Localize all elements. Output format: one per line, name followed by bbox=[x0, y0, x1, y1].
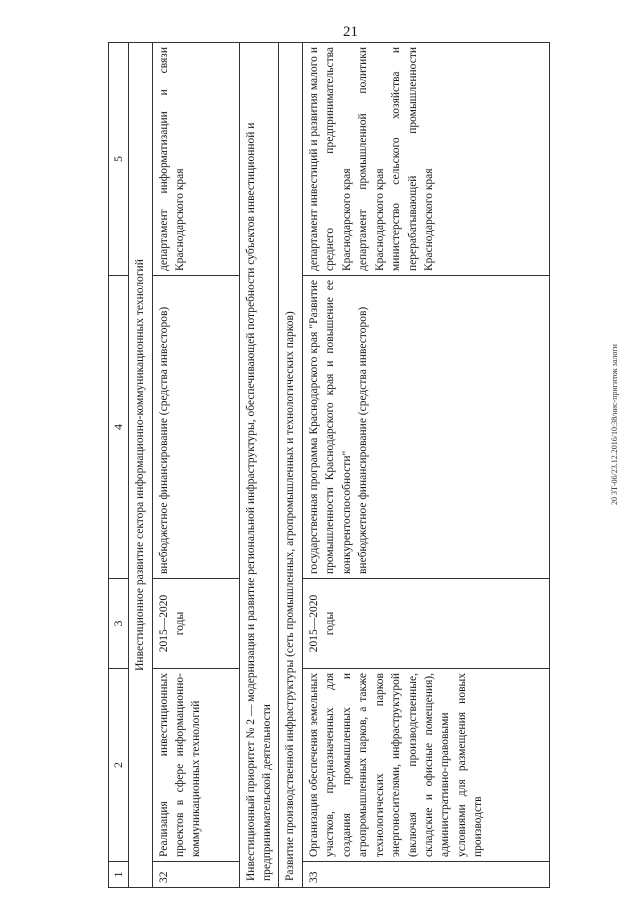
section-heading: Развитие производственной инфраструктуры (сеть промышленных, агропромышленных и технологических парков) bbox=[279, 43, 302, 888]
header-row bbox=[109, 43, 129, 888]
rotated-table-container bbox=[108, 43, 580, 888]
section-row bbox=[129, 43, 152, 888]
action-cell: Организация обеспечения земельных участков, предназначенных для создания промышленных и агропромышленных парков, а также технологических парков энергоносителями, инфраструктурой (включая производственные, складские и офисные помещения), административно-правовыми условиями для размещения новых производств bbox=[302, 669, 549, 862]
funding-source-cell: внебюджетное финансирование (средства инвесторов) bbox=[152, 276, 239, 579]
section-row bbox=[279, 43, 302, 888]
funding-source-cell bbox=[302, 276, 549, 579]
page-number: 21 bbox=[343, 24, 358, 40]
header-cell: 2 bbox=[109, 669, 129, 862]
table-row bbox=[302, 43, 549, 888]
executor-cell bbox=[302, 43, 549, 276]
executor-cell: департамент информатизации и связи Краснодарского края bbox=[152, 43, 239, 276]
row-number: 33 bbox=[302, 862, 549, 888]
measures-table bbox=[108, 42, 550, 888]
period-cell: 2015—2020 годы bbox=[302, 579, 549, 669]
executor-industry-dept: департамент промышленной политики Краснодарского края bbox=[357, 47, 386, 271]
row-number: 32 bbox=[152, 862, 239, 888]
funding-source-extrabudgetary: внебюджетное финансирование (средства инвесторов) bbox=[357, 306, 370, 574]
header-cell: 5 bbox=[109, 43, 129, 276]
header-cell: 1 bbox=[109, 862, 129, 888]
priority-row bbox=[239, 43, 279, 888]
header-cell: 3 bbox=[109, 579, 129, 669]
executor-investment-dept: департамент инвестиций и развития малого и среднего предпринимательства Краснодарского края bbox=[307, 47, 353, 271]
action-cell: Реализация инвестиционных проектов в сфере информационно-коммуникационных технологий bbox=[152, 669, 239, 862]
executor-agriculture-ministry: министерство сельского хозяйства и перерабатывающей промышленности Краснодарского края bbox=[390, 47, 435, 271]
side-note: 20 ЗТ-06/23.12.2016/10:38/нис-пригиток залоги bbox=[610, 344, 619, 505]
priority-heading: Инвестиционный приоритет № 2 — модернизация и развитие региональной инфраструктуры, обеспечивающей потребности субъектов инвестиционной и предпринимательской деятельности bbox=[239, 43, 279, 888]
header-cell: 4 bbox=[109, 276, 129, 579]
period-cell: 2015—2020 годы bbox=[152, 579, 239, 669]
funding-source-program: государственная программа Краснодарского края "Развитие промышленности Краснодарского края и повышение ее конкурентоспособности" bbox=[307, 280, 353, 574]
section-heading: Инвестиционное развитие сектора информационно-коммуникационных технологий bbox=[129, 43, 152, 888]
table-row bbox=[152, 43, 239, 888]
